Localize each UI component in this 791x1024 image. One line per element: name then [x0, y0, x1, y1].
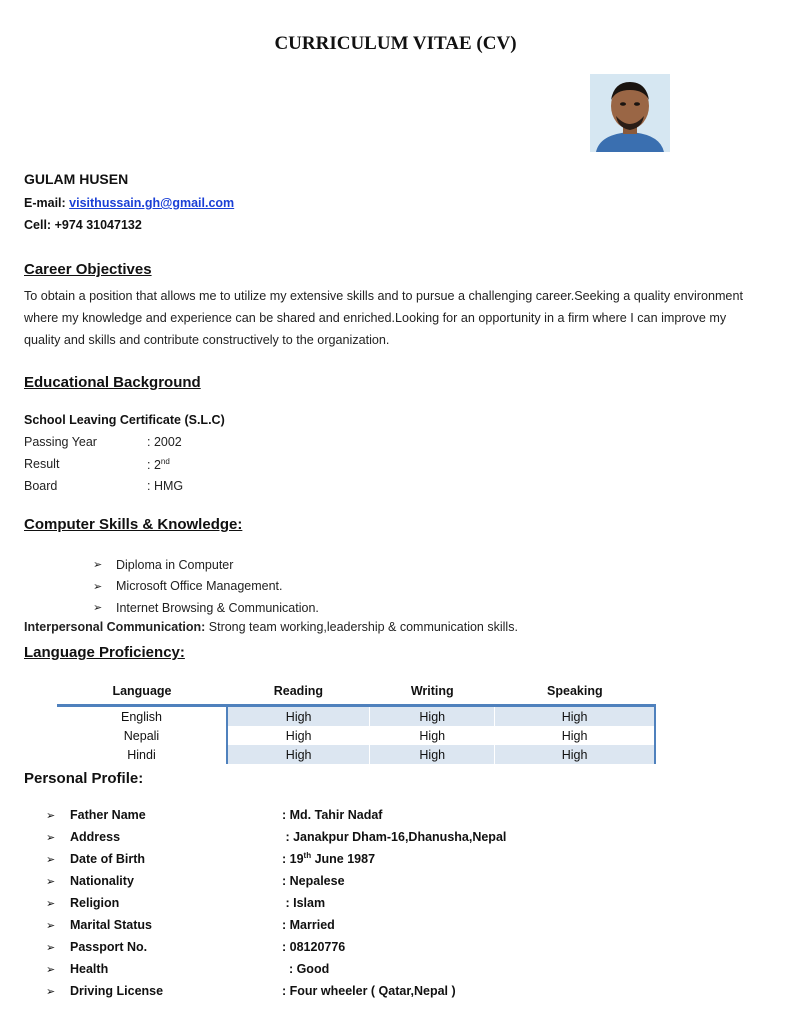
result-value: : 2nd [147, 457, 170, 473]
profile-value: : 19th June 1987 [282, 851, 376, 867]
board-value: : HMG [147, 479, 184, 493]
personal-profile-heading: Personal Profile: [24, 770, 144, 787]
document-title: CURRICULUM VITAE (CV) [274, 33, 517, 54]
table-cell: Hindi [127, 747, 156, 762]
table-row [57, 706, 655, 727]
list-item [46, 892, 506, 914]
profile-label: Driving License [70, 984, 164, 998]
table-cell: High [495, 706, 655, 727]
arrow-bullet-icon: ➢ [46, 809, 56, 822]
education-heading: Educational Background [24, 374, 201, 391]
cell-label: Cell: [24, 218, 52, 232]
list-item [46, 870, 506, 892]
list-item [46, 936, 506, 958]
profile-value: : Four wheeler ( Qatar,Nepal ) [282, 984, 456, 998]
passing-year-label: Passing Year [24, 435, 97, 449]
table-cell: English [120, 709, 162, 724]
personal-profile-list [46, 804, 506, 1002]
certificate-title: School Leaving Certificate (S.L.C) [24, 413, 225, 427]
arrow-bullet-icon: ➢ [46, 919, 56, 932]
result-label: Result [24, 457, 60, 471]
email-line [24, 196, 234, 210]
list-item: ➢ Microsoft Office Management. [93, 579, 283, 594]
profile-label: Father Name [70, 808, 146, 822]
interpersonal-text: Strong team working,leadership & communication skills. [205, 620, 518, 634]
list-item [46, 848, 506, 870]
career-objectives-heading: Career Objectives [24, 261, 152, 278]
table-cell: High [227, 726, 370, 745]
profile-value: : Janakpur Dham-16,Dhanusha,Nepal [282, 830, 507, 844]
table-cell: High [495, 726, 655, 745]
arrow-bullet-icon: ➢ [46, 853, 56, 866]
profile-label: Health [70, 962, 109, 976]
language-table [57, 678, 656, 764]
arrow-bullet-icon: ➢ [46, 963, 56, 976]
table-row [57, 726, 655, 745]
list-item [46, 914, 506, 936]
profile-value: : Nepalese [282, 874, 345, 888]
list-item [46, 826, 506, 848]
profile-value: : Married [282, 918, 335, 932]
interpersonal-line [24, 620, 518, 634]
list-item: ➢ Internet Browsing & Communication. [93, 600, 319, 615]
result-suffix: nd [160, 457, 170, 466]
arrow-bullet-icon: ➢ [93, 602, 103, 615]
table-cell: High [227, 745, 370, 764]
table-cell: High [370, 706, 495, 727]
list-item [46, 980, 506, 1002]
profile-label: Religion [70, 896, 120, 910]
profile-label: Marital Status [70, 918, 152, 932]
email-label: E-mail: [24, 196, 66, 210]
career-objectives-text: To obtain a position that allows me to utilize my extensive skills and to pursue a challenging career.Seeking a quality environment where my knowledge and experience can be shared and enriched.Looking for an opportunity in a firm where I can improve my quality and skills and contribute constructively to the organization. [24, 289, 743, 347]
arrow-bullet-icon: ➢ [46, 897, 56, 910]
arrow-bullet-icon: ➢ [46, 875, 56, 888]
arrow-bullet-icon: ➢ [46, 985, 56, 998]
passing-year-value: : 2002 [147, 435, 182, 449]
column-header: Reading [227, 678, 370, 706]
profile-label: Passport No. [70, 940, 148, 954]
profile-label: Nationality [70, 874, 134, 888]
profile-value: : Islam [282, 896, 326, 910]
profile-label: Date of Birth [70, 852, 145, 866]
cell-number: +974 31047132 [54, 218, 142, 232]
list-item [46, 804, 506, 826]
list-item [46, 958, 506, 980]
table-row [57, 745, 655, 764]
profile-value: : Md. Tahir Nadaf [282, 808, 383, 822]
column-header: Speaking [495, 678, 655, 706]
arrow-bullet-icon: ➢ [93, 559, 103, 572]
profile-value: : 08120776 [282, 940, 346, 954]
cell-line [24, 218, 142, 232]
person-photo-icon [590, 74, 670, 152]
table-cell: Nepali [123, 728, 160, 743]
table-cell: High [495, 745, 655, 764]
candidate-name: GULAM HUSEN [24, 171, 129, 187]
column-header: Writing [370, 678, 495, 706]
table-header-row [57, 678, 655, 706]
profile-label: Address [70, 830, 121, 844]
table-cell: High [370, 745, 495, 764]
arrow-bullet-icon: ➢ [46, 941, 56, 954]
skills-heading: Computer Skills & Knowledge: [24, 516, 243, 533]
column-header: Language [57, 678, 227, 706]
arrow-bullet-icon: ➢ [46, 831, 56, 844]
board-label: Board [24, 479, 58, 493]
skills-list [93, 554, 319, 619]
profile-photo [590, 74, 670, 152]
table-cell: High [370, 726, 495, 745]
profile-value: : Good [282, 962, 330, 976]
arrow-bullet-icon: ➢ [93, 580, 103, 593]
interpersonal-label: Interpersonal Communication: [24, 620, 206, 634]
language-heading: Language Proficiency: [24, 644, 185, 661]
list-item: ➢ Diploma in Computer [93, 557, 234, 572]
table-cell: High [227, 706, 370, 727]
email-link[interactable]: visithussain.gh@gmail.com [69, 196, 235, 210]
